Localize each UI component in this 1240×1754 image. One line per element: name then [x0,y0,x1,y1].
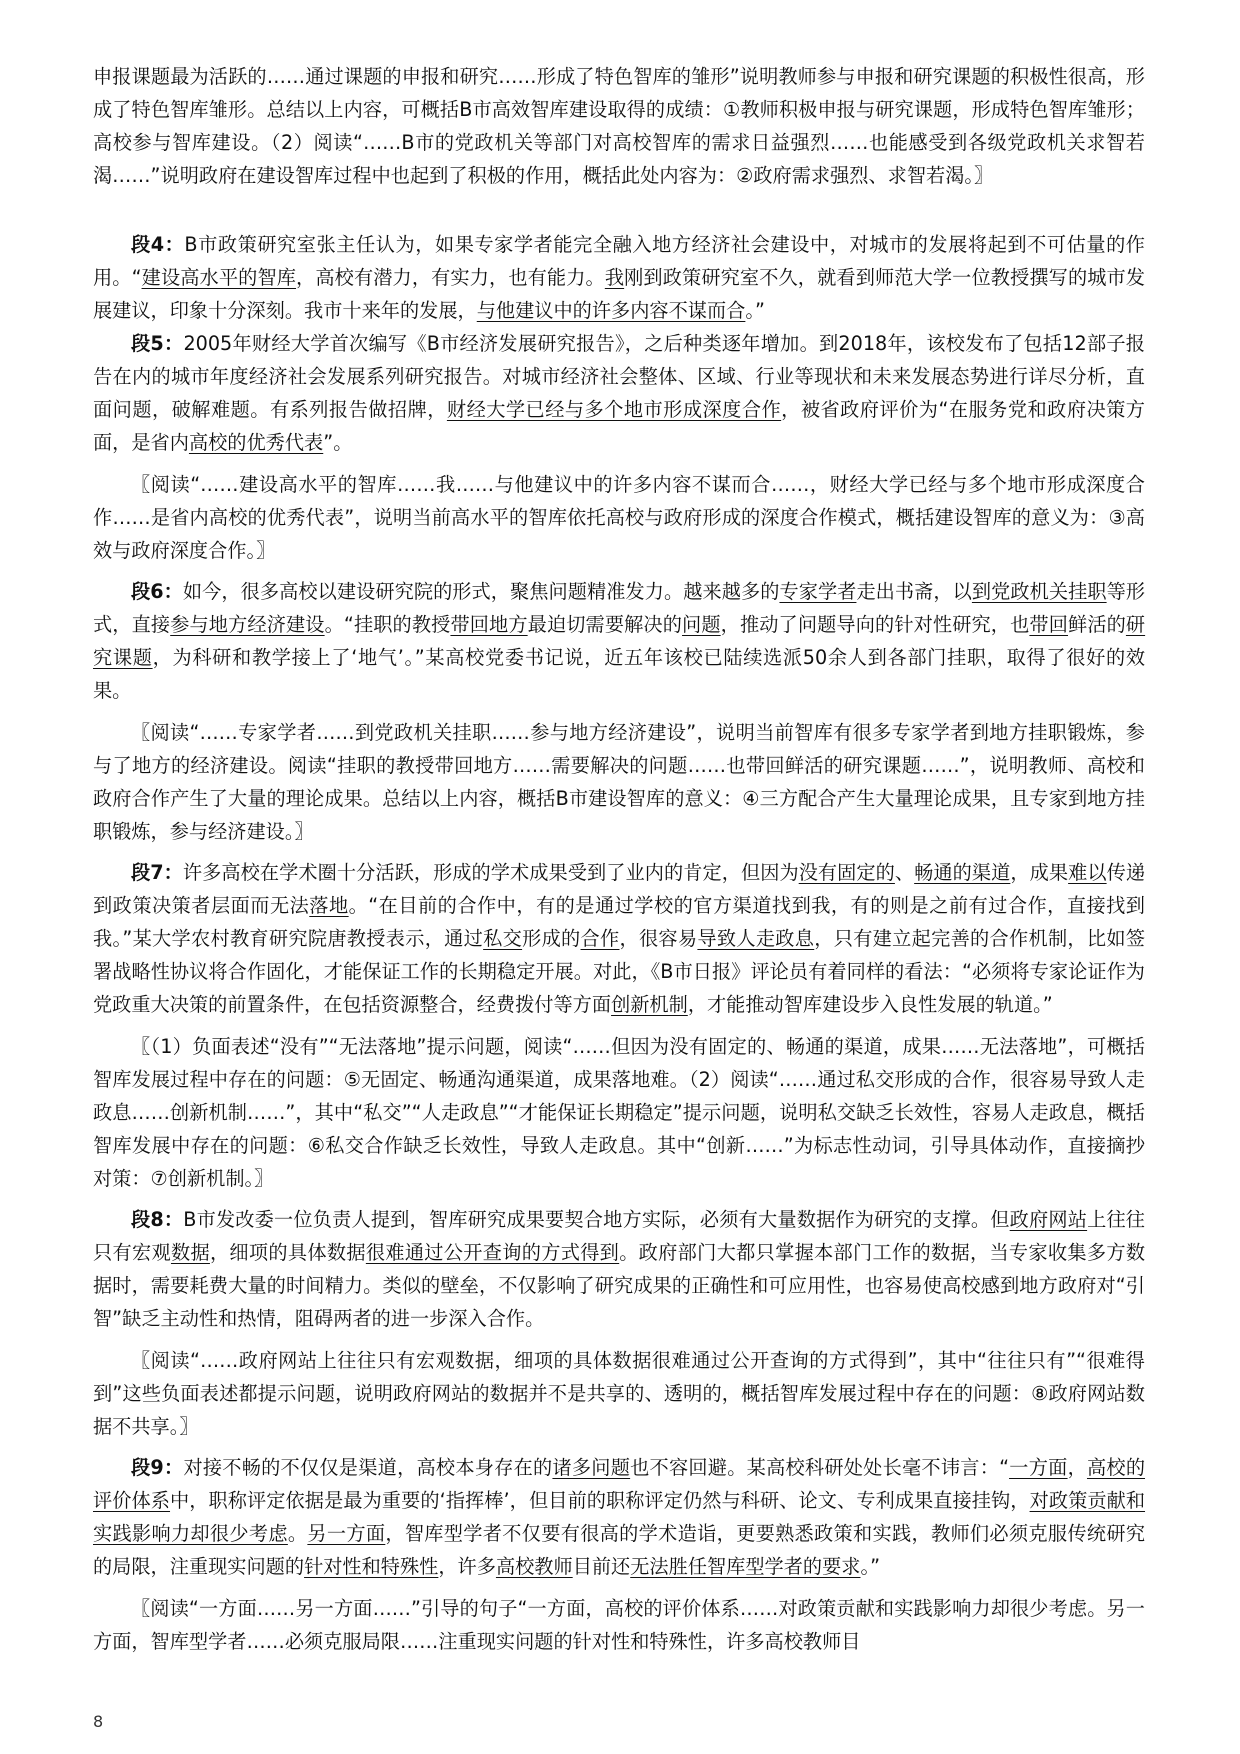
seg7-text: 、 [894,861,915,884]
seg7-label: 段7： [131,861,183,884]
seg5-text: ”。 [323,431,353,454]
seg6-underline: 带回地方 [450,613,528,636]
seg4-underline: 建设高水平的智库 [141,266,297,289]
section-gap [93,1195,1145,1203]
seg6-label: 段6： [131,580,183,603]
seg8-text: B市发改委一位负责人提到，智库研究成果要契合地方实际，必须有大量数据作为研究的支撑。但 [183,1208,1010,1231]
seg9-text: 中，职称评定依据是最为重要的‘指挥棒’，但目前的职称评定仍然与科研、论文、专利成果直接挂钩， [170,1489,1030,1512]
seg7-underline: 落地 [309,894,349,917]
seg6-text: 走出书斋，以 [856,580,972,603]
seg4-text: B市政策研究室张主任认为，如果专家学者能完全融入地方经济社会建设中，对城市的发展将起到不可估量的作用。“ [93,233,1145,289]
seg8-label: 段8： [131,1208,184,1231]
seg6-underline: 参与地方经济建设 [170,613,325,636]
section-gap [93,1443,1145,1451]
document-page [93,60,1145,1658]
seg6-underline: 问题 [682,613,721,636]
seg5-underline: 财经大学已经与多个地市形成深度合作 [446,398,782,421]
seg6-text: 等形式，直接 [93,580,1146,636]
seg9-underline: 另一方面 [307,1522,386,1545]
paragraph-seg8 [93,1203,1145,1335]
seg9-underline: 针对性和特殊性 [304,1555,439,1578]
seg6-underline: 专家学者 [779,580,857,603]
seg9-underline: 高校的评价体系 [93,1456,1146,1512]
paragraph-seg5 [93,327,1145,459]
seg6-underline: 研究课题 [93,613,1146,669]
seg7-text: 形成的 [522,927,581,950]
seg5-text: ，被省政府评价为“在服务党和政府决策方面，是省内 [93,398,1145,454]
seg7-text: ，只有建立起完善的合作机制，比如签署战略性协议将合作固化，才能保证工作的长期稳定开展。对此，《B市日报》评论员有着同样的看法：“必须将专家论证作为党政重大决策的前置条件，在包括资源整合，经费拨付等方面 [93,927,1146,1016]
seg9-text: ， [1067,1456,1087,1479]
note-seg9: 〖阅读“一方面……另一方面……”引导的句子“一方面，高校的评价体系……对政策贡献和实践影响力却很少考虑。另一方面，智库型学者……必须克服局限……注重现实问题的针对性和特殊性，许多高校教师目 [93,1597,1145,1653]
seg9-underline: 一方面 [1009,1456,1068,1479]
note-seg8: 〖阅读“……政府网站上往往只有宏观数据，细项的具体数据很难通过公开查询的方式得到”，其中“往往只有”“很难得到”这些负面表述都提示问题，说明政府网站的数据并不是共享的、透明的，概括智库发展过程中存在的问题：⑧政府网站数据不共享。〗 [93,1349,1145,1438]
seg7-underline: 畅通的渠道 [914,861,1011,884]
seg8-text: 上往往只有宏观 [93,1208,1145,1264]
seg7-underline: 导致人走政息 [697,927,815,950]
section-gap [93,567,1145,575]
seg7-underline: 难以 [1068,861,1107,884]
page-number: 8 [93,1712,104,1731]
seg6-text: ，为科研和教学接上了‘地气’。”某高校党委书记说，近五年该校已陆续选派50余人到各部门挂职，取得了很好的效果。 [93,646,1146,702]
seg6-text: 鲜活的 [1068,613,1126,636]
seg7-underline: 合作 [580,927,620,950]
seg9-underline: 诸多问题 [552,1456,631,1479]
seg8-underline: 数据 [170,1241,210,1264]
note-seg5: 〖阅读“……建设高水平的智库……我……与他建议中的许多内容不谋而合……，财经大学已经与多个地市形成深度合作……是省内高校的优秀代表”，说明当前高水平的智库依托高校与政府形成的深度合作模式，概括建设智库的意义为：③高效与政府深度合作。〗 [93,473,1145,562]
seg8-text: ，细项的具体数据 [209,1241,366,1264]
seg9-text: ，许多 [438,1555,496,1578]
seg5-underline: 高校的优秀代表 [188,431,324,454]
seg6-underline: 到党政机关挂职 [971,580,1107,603]
note-seg6: 〖阅读“……专家学者……到党政机关挂职……参与地方经济建设”，说明当前智库有很多专家学者到地方挂职锻炼，参与了地方的经济建设。阅读“挂职的教授带回地方……需要解决的问题……也带回鲜活的研究课题……”，说明教师、高校和政府合作产生了大量的理论成果。总结以上内容，概括B市建设智库的意义：④三方配合产生大量理论成果，且专家到地方挂职锻炼，参与经济建设。〗 [93,721,1145,843]
section-gap [93,192,1145,228]
paragraph-seg6 [93,575,1145,707]
seg6-underline: 带回 [1029,613,1069,636]
seg6-text: ，推动了问题导向的针对性研究，也 [720,613,1030,636]
seg8-underline: 很难通过公开查询的方式得到 [365,1241,620,1264]
seg9-text: 目前还 [572,1555,631,1578]
seg7-text: 。“在目前的合作中，有的是通过学校的官方渠道找到我，有的则是之前有过合作，直接找到我。”某大学农村教育研究院唐教授表示，通过 [93,894,1145,950]
seg9-underline: 无法胜任智库型学者的要求 [630,1555,861,1578]
seg6-text: 如今，很多高校以建设研究院的形式，聚焦问题精准发力。越来越多的 [182,580,780,603]
seg5-label: 段5： [131,332,184,355]
seg4-underline: 与他建议中的许多内容不谋而合 [476,299,746,322]
paragraph-seg4 [93,228,1145,327]
seg8-text: 。政府部门大都只掌握本部门工作的数据，当专家收集多方数据时，需要耗费大量的时间精力。类似的壁垒，不仅影响了研究成果的正确性和可应用性，也容易使高校感到地方政府对“引智”缺乏主动性和热情，阻碍两者的进一步深入合作。 [93,1241,1146,1330]
seg4-label: 段4： [131,233,185,256]
seg4-underline: 我 [604,266,625,289]
seg7-underline: 私交 [483,927,523,950]
seg9-text: 。” [860,1555,881,1578]
seg6-text: 最迫切需要解决的 [527,613,683,636]
note-seg7: 〖（1）负面表述“没有”“无法落地”提示问题，阅读“……但因为没有固定的、畅通的渠道，成果……无法落地”，可概括智库发展过程中存在的问题：⑤无固定、畅通沟通渠道，成果落地难。（2）阅读“……通过私交形成的合作，很容易导致人走政息……创新机制……”，其中“私交”“人走政息”“才能保证长期稳定”提示问题，说明私交缺乏长效性，容易人走政息，概括智库发展中存在的问题：⑥私交合作缺乏长效性，导致人走政息。其中“创新……”为标志性动词，引导具体动作，直接摘抄对策：⑦创新机制。〗 [93,1035,1145,1190]
paragraph-seg9 [93,1451,1145,1583]
seg9-text: 。 [287,1522,308,1545]
seg9-underline: 对政策贡献和实践影响力却很少考虑 [93,1489,1146,1545]
seg7-text: ，成果 [1010,861,1069,884]
section-gap [93,848,1145,856]
seg7-text: ，很容易 [619,927,698,950]
seg9-text: 对接不畅的不仅仅是渠道，高校本身存在的 [183,1456,553,1479]
seg9-underline: 高校教师 [495,1555,573,1578]
paragraph-seg7 [93,856,1145,1021]
seg9-text: ，智库型学者不仅要有很高的学术造诣，更要熟悉政策和实践，教师们必须克服传统研究的局限，注重现实问题的 [93,1522,1146,1578]
seg7-underline: 创新机制 [611,993,688,1016]
seg9-text: 也不容回避。某高校科研处处长毫不讳言：“ [630,1456,1010,1479]
seg4-text: 刚到政策研究室不久，就看到师范大学一位教授撰写的城市发展建议，印象十分深刻。我市十来年的发展， [93,266,1146,322]
intro-note: 申报课题最为活跃的……通过课题的申报和研究……形成了特色智库的雏形”说明教师参与申报和研究课题的积极性很高，形成了特色智库雏形。总结以上内容，可概括B市高效智库建设取得的成绩：①教师积极申报与研究课题，形成特色智库雏形；高校参与智库建设。（2）阅读“……B市的党政机关等部门对高校智库的需求日益强烈……也能感受到各级党政机关求智若渴……”说明政府在建设智库过程中也起到了积极的作用，概括此处内容为：②政府需求强烈、求智若渴。〗 [93,65,1145,187]
seg5-text: 2005年财经大学首次编写《B市经济发展研究报告》，之后种类逐年增加。到2018年，该校发布了包括12部子报告在内的城市年度经济社会发展系列研究报告。对城市经济社会整体、区域、行业等现状和未来发展态势进行详尽分析，直面问题，破解难题。有系列报告做招牌， [93,332,1145,421]
seg4-text: ，高校有潜力，有实力，也有能力。 [296,266,605,289]
seg7-underline: 没有固定的 [798,861,895,884]
seg7-text: 许多高校在学术圈十分活跃，形成的学术成果受到了业内的肯定，但因为 [182,861,799,884]
seg9-label: 段9： [131,1456,184,1479]
seg7-text: 传递到政策决策者层面而无法 [93,861,1146,917]
seg6-text: 。“挂职的教授 [324,613,451,636]
seg4-text: 。” [745,299,765,322]
seg7-text: ，才能推动智库建设步入良性发展的轨道。” [687,993,1053,1016]
seg8-underline: 政府网站 [1009,1208,1088,1231]
